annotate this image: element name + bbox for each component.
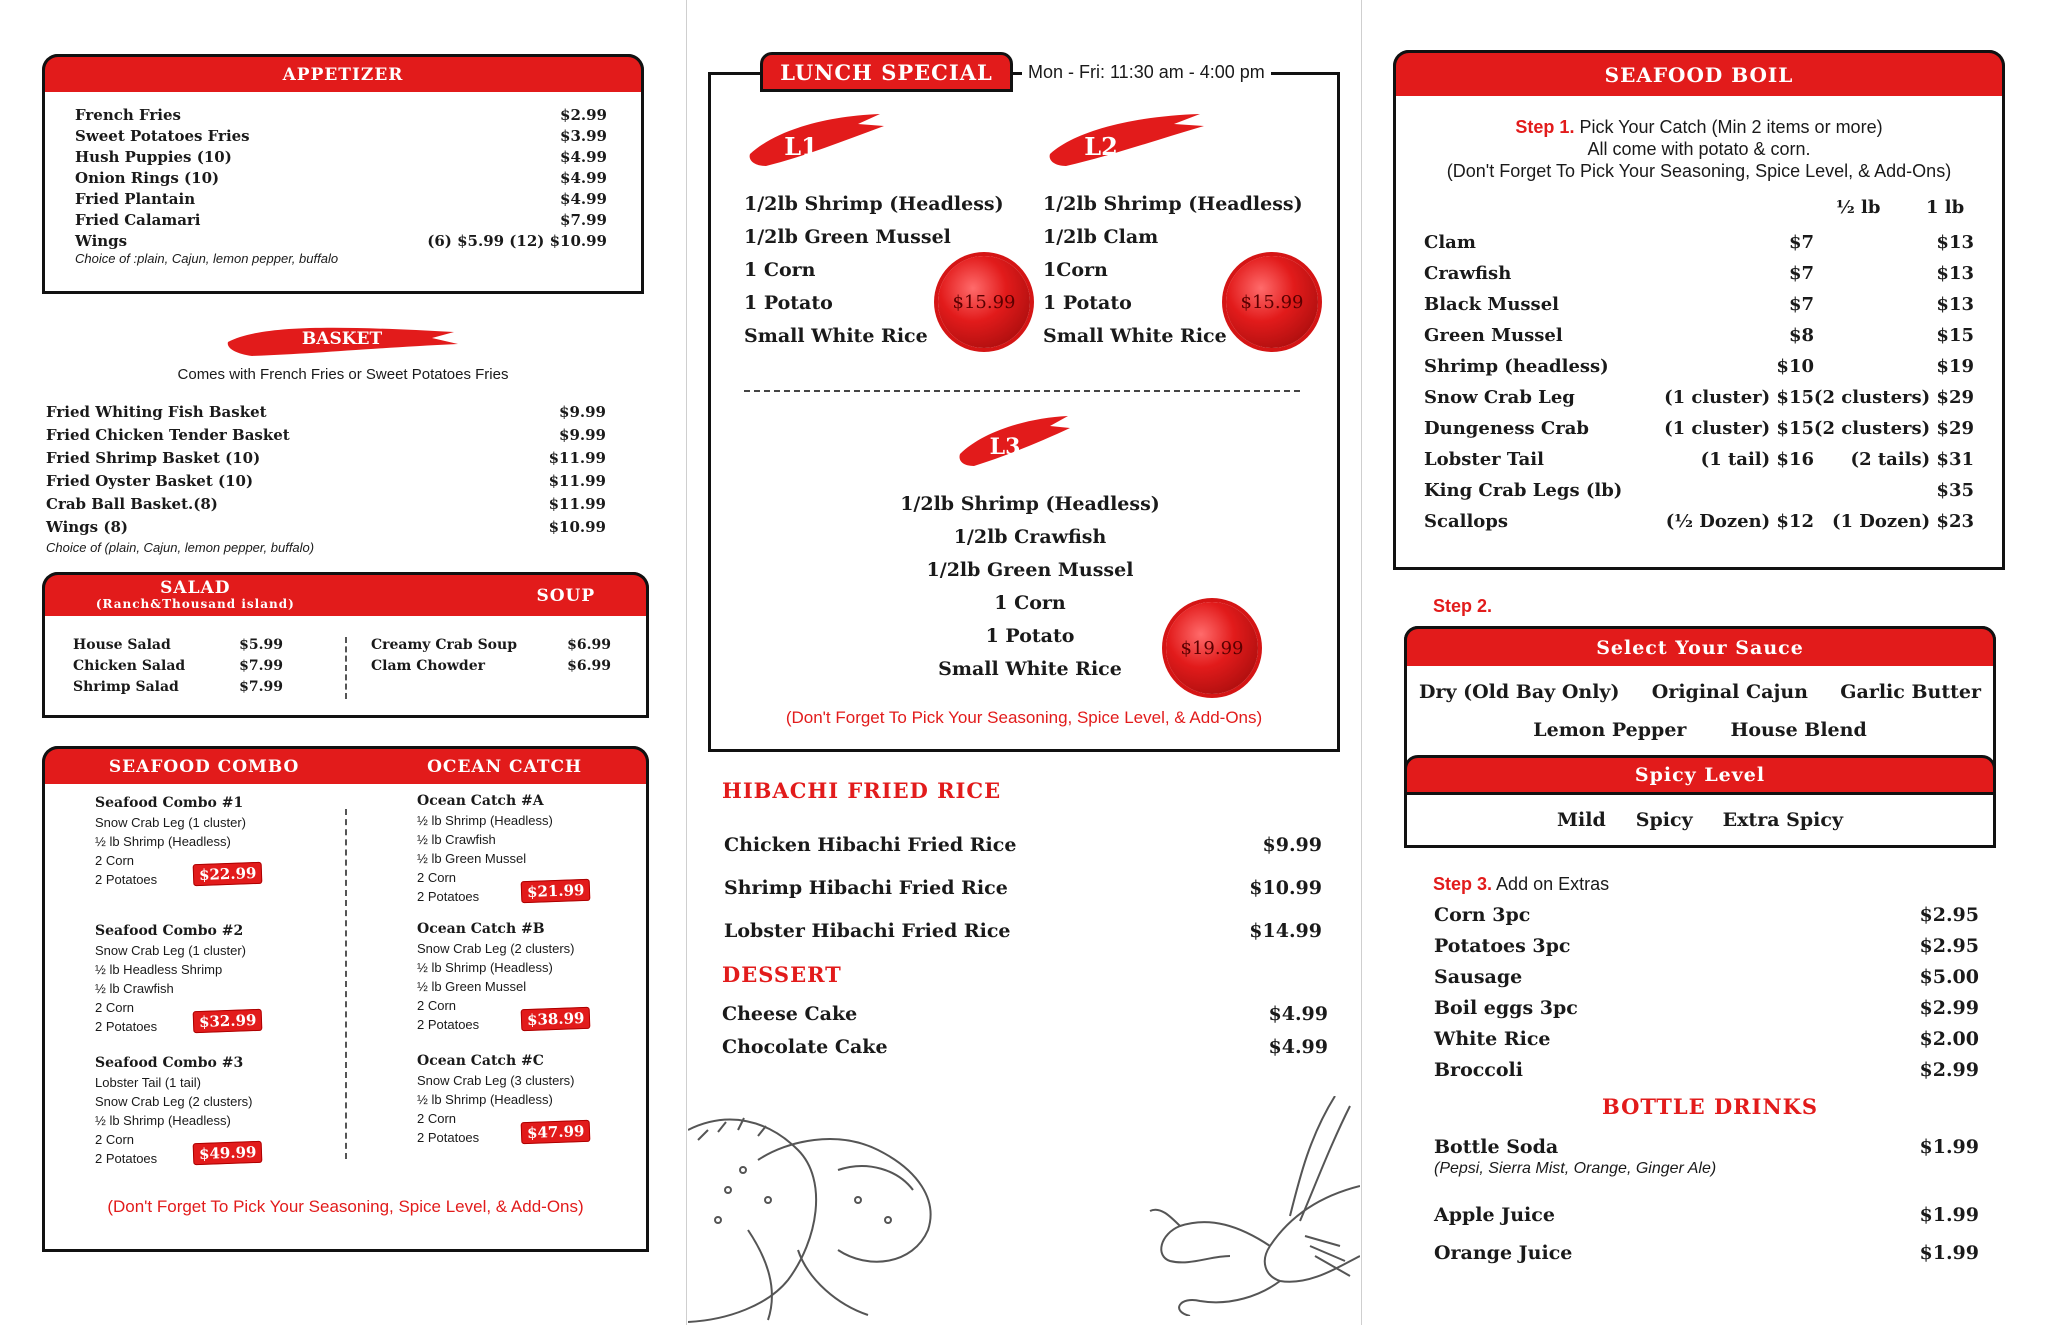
- lunch-reminder: (Don't Forget To Pick Your Seasoning, Spice Level, & Add-Ons): [785, 708, 1263, 727]
- combo-item-line: 2 Potatoes: [95, 1019, 158, 1034]
- salad-soup-section: [42, 572, 649, 718]
- seafood-boil-section: [1393, 50, 2005, 570]
- combo-item: [95, 793, 325, 889]
- l2-price: $15.99: [1240, 291, 1304, 313]
- boil-price-one: (1 Dozen) $23: [1831, 511, 1974, 532]
- menu-item-price: $2.95: [1919, 935, 1979, 957]
- boil-price-one: (2 tails) $31: [1850, 449, 1974, 470]
- boil-item-row: [1424, 444, 1974, 475]
- combo-ocean-section: [42, 746, 649, 1252]
- menu-item-row: [75, 189, 607, 210]
- menu-item-price: $6.99: [567, 637, 611, 653]
- lunch-item-line: 1 Potato: [1043, 292, 1132, 314]
- combo-item-line: ½ lb Green Mussel: [417, 851, 527, 866]
- menu-item-row: [1434, 993, 1979, 1024]
- menu-item-name: Chicken Salad: [73, 658, 186, 674]
- extras-list: [1434, 900, 1979, 1086]
- combo-item-line: 2 Potatoes: [417, 1130, 480, 1145]
- panel-fold-2: [1361, 0, 1362, 1325]
- divider: [345, 809, 347, 1159]
- boil-price-one: $19: [1936, 356, 1974, 377]
- drink-note: (Pepsi, Sierra Mist, Orange, Ginger Ale): [1434, 1160, 1717, 1177]
- menu-item-name: Lobster Hibachi Fried Rice: [724, 920, 1011, 942]
- menu-item-name: Fried Calamari: [75, 211, 201, 229]
- combo-item-line: 2 Potatoes: [95, 1151, 158, 1166]
- basket-title-brush: [222, 318, 462, 360]
- drink-row: [1434, 1242, 1979, 1264]
- combo-item-line: 2 Corn: [95, 1000, 135, 1015]
- menu-item-row: [371, 656, 611, 677]
- combo-item: [417, 791, 647, 906]
- menu-item-row: [75, 168, 607, 189]
- boil-item-row: [1424, 506, 1974, 537]
- boil-item-row: [1424, 351, 1974, 382]
- divider: [345, 637, 347, 699]
- basket-note: Choice of (plain, Cajun, lemon pepper, buffalo): [46, 540, 315, 555]
- boil-price-half: (1 cluster) $15: [1664, 418, 1814, 439]
- l2-label: L2: [1084, 131, 1118, 161]
- appetizer-note: Choice of :plain, Cajun, lemon pepper, buffalo: [75, 251, 339, 266]
- combo-item: [95, 921, 325, 1036]
- sauce-option: Lemon Pepper: [1533, 719, 1687, 741]
- boil-item-name: Clam: [1424, 232, 1476, 253]
- dessert-list: [722, 998, 1328, 1064]
- drink-name: Orange Juice: [1434, 1242, 1573, 1264]
- menu-item-row: [46, 424, 606, 447]
- menu-item-name: Fried Whiting Fish Basket: [46, 403, 267, 421]
- lunch-item-line: 1 Potato: [744, 292, 833, 314]
- combo-item-name: Seafood Combo #1: [95, 795, 244, 811]
- menu-item-price: $10.99: [548, 518, 606, 536]
- combo-item-line: Snow Crab Leg (2 clusters): [417, 941, 575, 956]
- boil-item-row: [1424, 227, 1974, 258]
- lunch-item-line: 1/2lb Shrimp (Headless): [744, 193, 1004, 215]
- menu-item-row: [724, 824, 1322, 867]
- boil-item-row: [1424, 258, 1974, 289]
- menu-item-name: Chicken Hibachi Fried Rice: [724, 834, 1017, 856]
- boil-price-one: $13: [1936, 232, 1974, 253]
- salad-soup-header: [42, 572, 649, 616]
- combo-item-line: ½ lb Shrimp (Headless): [95, 1113, 231, 1128]
- combo-item: [417, 919, 647, 1034]
- boil-price-half: $7: [1788, 294, 1814, 315]
- menu-item-price: $7.99: [560, 211, 607, 229]
- combo-reminder: (Don't Forget To Pick Your Seasoning, Spice Level, & Add-Ons): [107, 1197, 584, 1216]
- menu-item-price: $11.99: [548, 449, 606, 467]
- menu-item-row: [75, 105, 607, 126]
- menu-item-row: [75, 210, 607, 231]
- boil-item-name: Shrimp (headless): [1424, 356, 1609, 377]
- menu-item-row: [46, 493, 606, 516]
- menu-item-name: Wings (8): [46, 518, 128, 536]
- col-half-lb: ½ lb: [1836, 197, 1881, 218]
- sauce-title: Select Your Sauce: [1404, 626, 1996, 666]
- menu-item-row: [724, 867, 1322, 910]
- menu-item-name: Sweet Potatoes Fries: [75, 127, 250, 145]
- boil-item-name: Snow Crab Leg: [1424, 387, 1575, 408]
- menu-item-price: $4.99: [1268, 1036, 1328, 1058]
- menu-item-name: Chocolate Cake: [722, 1036, 888, 1058]
- step3-block: [1433, 874, 1609, 895]
- appetizer-title: APPETIZER: [42, 54, 644, 92]
- menu-item-name: Shrimp Salad: [73, 679, 179, 695]
- boil-item-name: Green Mussel: [1424, 325, 1563, 346]
- boil-item-row: [1424, 289, 1974, 320]
- combo-item-line: 2 Corn: [417, 998, 457, 1013]
- menu-item-name: Fried Plantain: [75, 190, 196, 208]
- menu-item-row: [1434, 900, 1979, 931]
- salad-subtitle: (Ranch&Thousand island): [95, 596, 295, 611]
- lunch-hours: Mon - Fri: 11:30 am - 4:00 pm: [1022, 62, 1271, 83]
- menu-item-row: [73, 635, 283, 656]
- lunch-item-line: 1/2lb Green Mussel: [926, 559, 1134, 581]
- menu-item-price: $4.99: [560, 169, 607, 187]
- combo-item-line: Snow Crab Leg (1 cluster): [95, 943, 247, 958]
- lunch-item-line: 1 Potato: [985, 625, 1075, 647]
- drink-price: $1.99: [1919, 1136, 1979, 1158]
- menu-item-name: White Rice: [1434, 1028, 1551, 1050]
- menu-item-price: $9.99: [559, 403, 606, 421]
- combo-item-line: ½ lb Headless Shrimp: [95, 962, 223, 977]
- l3-brush: [956, 412, 1072, 468]
- l1-label: L1: [784, 131, 818, 161]
- menu-item-name: Broccoli: [1434, 1059, 1523, 1081]
- combo-ocean-header: [42, 746, 649, 784]
- boil-price-one: (2 clusters) $29: [1813, 418, 1974, 439]
- drink-row: [1434, 1204, 1979, 1226]
- menu-item-price: $2.95: [1919, 904, 1979, 926]
- combo-item-line: Snow Crab Leg (3 clusters): [417, 1073, 575, 1088]
- combo-item-line: Lobster Tail (1 tail): [95, 1075, 201, 1090]
- drinks-title: BOTTLE DRINKS: [1601, 1094, 1819, 1119]
- menu-item-row: [371, 635, 611, 656]
- combo-item-line: 2 Potatoes: [417, 889, 480, 904]
- sauce-section: [1404, 626, 1996, 848]
- step1-label: Step 1.: [1515, 117, 1575, 137]
- menu-item-price: $7.99: [239, 658, 283, 674]
- menu-item-row: [46, 470, 606, 493]
- drink-item: [1434, 1204, 1979, 1226]
- menu-item-name: Cheese Cake: [722, 1003, 858, 1025]
- combo-item-line: 2 Corn: [95, 853, 135, 868]
- menu-item-price: $3.99: [560, 127, 607, 145]
- boil-item-row: [1424, 413, 1974, 444]
- menu-item-row: [1434, 1055, 1979, 1086]
- l3-price: $19.99: [1180, 637, 1244, 659]
- boil-price-one: $13: [1936, 294, 1974, 315]
- spicy-option: Mild: [1557, 809, 1606, 831]
- lobster-illustration-icon: [1140, 1096, 1360, 1316]
- step3-text: Add on Extras: [1496, 874, 1610, 894]
- menu-item-price: $4.99: [1268, 1003, 1328, 1025]
- lunch-item-line: Small White Rice: [744, 325, 928, 347]
- spicy-title: Spicy Level: [1404, 755, 1996, 795]
- boil-item-name: Crawfish: [1424, 263, 1512, 284]
- boil-price-half: $8: [1788, 325, 1814, 346]
- menu-item-name: Onion Rings (10): [75, 169, 220, 187]
- combo-item-name: Seafood Combo #3: [95, 1055, 244, 1071]
- boil-item-name: King Crab Legs (lb): [1424, 480, 1623, 501]
- ocean-title: OCEAN CATCH: [427, 756, 583, 777]
- step1-line2: All come with potato & corn.: [1587, 139, 1811, 159]
- sauce-option: House Blend: [1730, 719, 1867, 741]
- drink-row: [1434, 1136, 1979, 1158]
- menu-item-name: Fried Chicken Tender Basket: [46, 426, 290, 444]
- menu-item-row: [75, 147, 607, 168]
- menu-item-row: [1434, 962, 1979, 993]
- l2-price-seal: [1226, 256, 1318, 348]
- combo-item: [417, 1051, 647, 1147]
- menu-item-name: Sausage: [1434, 966, 1523, 988]
- menu-item-name: French Fries: [75, 106, 181, 124]
- hibachi-list: [724, 824, 1322, 953]
- crab-illustration-icon: [688, 1070, 978, 1325]
- combo-item-name: Ocean Catch #C: [417, 1053, 544, 1069]
- boil-item-row: [1424, 320, 1974, 351]
- menu-item-price: $11.99: [548, 495, 606, 513]
- drink-price: $1.99: [1919, 1242, 1979, 1264]
- step2-label: Step 2.: [1433, 596, 1493, 616]
- menu-item-price: $2.99: [560, 106, 607, 124]
- lunch-item-line: 1 Corn: [994, 592, 1066, 614]
- lunch-item-line: 1Corn: [1043, 259, 1108, 281]
- boil-item-row: [1424, 475, 1974, 506]
- combo-item-line: ½ lb Crawfish: [95, 981, 174, 996]
- boil-title: SEAFOOD BOIL: [1393, 50, 2005, 96]
- boil-list: [1424, 227, 1974, 537]
- boil-price-one: $13: [1936, 263, 1974, 284]
- menu-item-name: Corn 3pc: [1434, 904, 1531, 926]
- menu-item-name: Crab Ball Basket.(8): [46, 495, 218, 513]
- col-one-lb: 1 lb: [1926, 197, 1965, 218]
- l1-price: $15.99: [952, 291, 1016, 313]
- menu-item-row: [1434, 1024, 1979, 1055]
- l2-brush: [1046, 110, 1206, 168]
- sauce-option: Garlic Butter: [1840, 681, 1981, 703]
- combo-item-line: 2 Potatoes: [417, 1017, 480, 1032]
- menu-item-row: [73, 656, 283, 677]
- combo-item-line: ½ lb Shrimp (Headless): [95, 834, 231, 849]
- combo-price-tag: $22.99: [193, 862, 263, 886]
- menu-item-price: $5.00: [1919, 966, 1979, 988]
- drink-name: Bottle Soda: [1434, 1136, 1559, 1158]
- lunch-item-line: 1/2lb Crawfish: [953, 526, 1107, 548]
- menu-item-row: [75, 231, 607, 252]
- menu-item-price: (6) $5.99 (12) $10.99: [427, 232, 607, 250]
- boil-price-one: $15: [1936, 325, 1974, 346]
- menu-item-price: $2.99: [1919, 997, 1979, 1019]
- lunch-item-line: 1/2lb Shrimp (Headless): [900, 493, 1160, 515]
- menu-item-name: Shrimp Hibachi Fried Rice: [724, 877, 1008, 899]
- boil-item-name: Lobster Tail: [1424, 449, 1544, 470]
- combo-item-line: ½ lb Shrimp (Headless): [417, 1092, 553, 1107]
- sauce-option: Dry (Old Bay Only): [1419, 681, 1620, 703]
- menu-item-price: $10.99: [1249, 877, 1322, 899]
- combo-price-tag: $21.99: [521, 879, 591, 903]
- menu-item-name: Creamy Crab Soup: [371, 637, 517, 653]
- brush-stroke-icon: [1046, 110, 1206, 168]
- menu-item-price: $9.99: [1262, 834, 1322, 856]
- basket-subtitle: Comes with French Fries or Sweet Potatoes Fries: [177, 366, 509, 383]
- dessert-title: DESSERT: [722, 962, 842, 987]
- hibachi-title: HIBACHI FRIED RICE: [722, 778, 1002, 803]
- boil-item-name: Black Mussel: [1424, 294, 1559, 315]
- combo-item-line: ½ lb Crawfish: [417, 832, 496, 847]
- l1-brush: [746, 110, 886, 168]
- menu-item-price: $4.99: [560, 148, 607, 166]
- menu-item-price: $2.00: [1919, 1028, 1979, 1050]
- menu-item-price: $6.99: [567, 658, 611, 674]
- menu-item-row: [46, 401, 606, 424]
- combo-item-line: Snow Crab Leg (2 clusters): [95, 1094, 253, 1109]
- sauce-option: Original Cajun: [1651, 681, 1808, 703]
- menu-item-name: Wings: [75, 232, 128, 250]
- drink-item: [1434, 1136, 1979, 1178]
- combo-price-tag: $38.99: [521, 1007, 591, 1031]
- combo-item-line: Snow Crab Leg (1 cluster): [95, 815, 247, 830]
- combo-item: [95, 1053, 325, 1168]
- menu-item-price: $5.99: [239, 637, 283, 653]
- combo-item-line: 2 Corn: [417, 870, 457, 885]
- combo-item-name: Ocean Catch #B: [417, 921, 545, 937]
- combo-item-name: Ocean Catch #A: [417, 793, 544, 809]
- combo-price-tag: $49.99: [193, 1141, 263, 1165]
- boil-price-one: $35: [1936, 480, 1974, 501]
- step1-line3: (Don't Forget To Pick Your Seasoning, Spice Level, & Add-Ons): [1446, 161, 1952, 181]
- menu-item-name: Clam Chowder: [371, 658, 486, 674]
- combo-item-line: 2 Corn: [95, 1132, 135, 1147]
- salad-title: SALAD: [160, 577, 231, 598]
- combo-price-tag: $47.99: [521, 1120, 591, 1144]
- lunch-item-line: Small White Rice: [1043, 325, 1227, 347]
- lunch-item-line: Small White Rice: [938, 658, 1122, 680]
- spicy-option: Spicy: [1635, 809, 1693, 831]
- menu-item-name: House Salad: [73, 637, 171, 653]
- boil-price-half: (½ Dozen) $12: [1665, 511, 1814, 532]
- step1-text: Pick Your Catch (Min 2 items or more): [1579, 117, 1883, 137]
- boil-item-name: Dungeness Crab: [1424, 418, 1589, 439]
- l1-price-seal: [938, 256, 1030, 348]
- panel-fold-1: [686, 0, 687, 1325]
- menu-item-row: [75, 126, 607, 147]
- menu-item-price: $9.99: [559, 426, 606, 444]
- menu-item-price: $11.99: [548, 472, 606, 490]
- basket-list: [46, 401, 606, 539]
- menu-item-row: [722, 998, 1328, 1031]
- boil-price-half: $7: [1788, 263, 1814, 284]
- menu-item-price: $4.99: [560, 190, 607, 208]
- combo-title: SEAFOOD COMBO: [108, 756, 300, 777]
- lunch-item-line: 1 Corn: [744, 259, 816, 281]
- menu-item-name: Fried Oyster Basket (10): [46, 472, 254, 490]
- menu-item-price: $7.99: [239, 679, 283, 695]
- boil-price-half: (1 tail) $16: [1700, 449, 1814, 470]
- appetizer-section: [42, 54, 644, 294]
- l3-label: L3: [989, 434, 1021, 460]
- boil-price-half: (1 cluster) $15: [1664, 387, 1814, 408]
- menu-item-row: [724, 910, 1322, 953]
- combo-item-line: ½ lb Shrimp (Headless): [417, 813, 553, 828]
- lunch-item-line: 1/2lb Shrimp (Headless): [1043, 193, 1303, 215]
- step3-label: Step 3.: [1433, 874, 1493, 894]
- lunch-item-line: 1/2lb Clam: [1043, 226, 1159, 248]
- soup-title: SOUP: [536, 585, 596, 606]
- menu-item-row: [46, 516, 606, 539]
- spicy-option: Extra Spicy: [1722, 809, 1843, 831]
- boil-item-row: [1424, 382, 1974, 413]
- combo-item-line: ½ lb Shrimp (Headless): [417, 960, 553, 975]
- menu-item-row: [1434, 931, 1979, 962]
- menu-item-row: [46, 447, 606, 470]
- combo-item-line: 2 Corn: [417, 1111, 457, 1126]
- boil-price-half: $7: [1788, 232, 1814, 253]
- menu-item-price: $14.99: [1249, 920, 1322, 942]
- l3-price-seal: [1166, 602, 1258, 694]
- combo-item-name: Seafood Combo #2: [95, 923, 244, 939]
- boil-price-one: (2 clusters) $29: [1813, 387, 1974, 408]
- basket-title: BASKET: [301, 329, 383, 349]
- boil-price-half: $10: [1776, 356, 1814, 377]
- menu-item-price: $2.99: [1919, 1059, 1979, 1081]
- combo-price-tag: $32.99: [193, 1009, 263, 1033]
- divider: [744, 390, 1300, 392]
- boil-item-name: Scallops: [1424, 511, 1509, 532]
- menu-item-name: Boil eggs 3pc: [1434, 997, 1578, 1019]
- menu-item-row: [722, 1031, 1328, 1064]
- drink-item: [1434, 1242, 1979, 1264]
- combo-item-line: ½ lb Green Mussel: [417, 979, 527, 994]
- lunch-item-line: 1/2lb Green Mussel: [744, 226, 951, 248]
- step1-block: [1396, 116, 2002, 182]
- menu-item-row: [73, 677, 283, 698]
- menu-item-name: Potatoes 3pc: [1434, 935, 1571, 957]
- drink-price: $1.99: [1919, 1204, 1979, 1226]
- combo-item-line: 2 Potatoes: [95, 872, 158, 887]
- menu-item-name: Hush Puppies (10): [75, 148, 232, 166]
- menu-item-name: Fried Shrimp Basket (10): [46, 449, 261, 467]
- drink-name: Apple Juice: [1434, 1204, 1555, 1226]
- lunch-title: LUNCH SPECIAL: [760, 52, 1013, 92]
